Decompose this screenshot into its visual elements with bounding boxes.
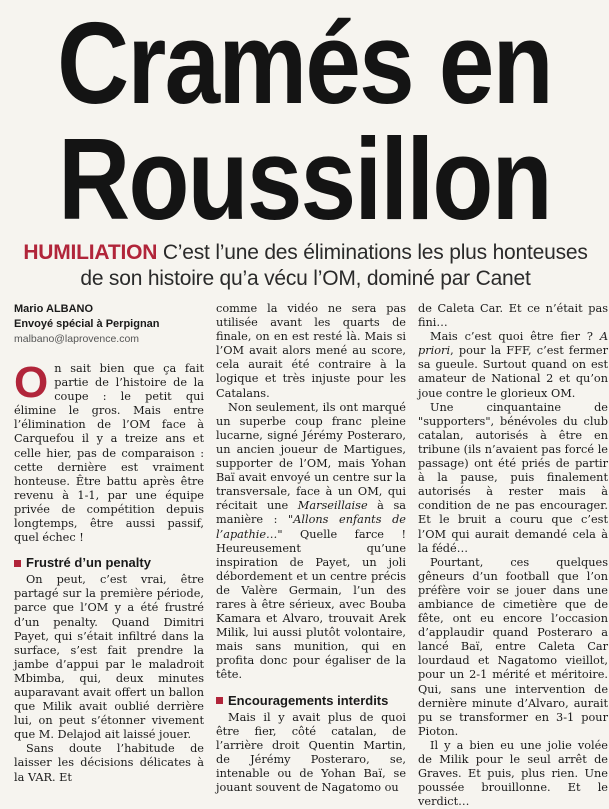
col2-paragraph-1: comme la vidéo ne sera pas utilisée avant les quarts de finale, on en est resté là. Mais si l’OM avait alors mené au score, cela aurait été contraire à la logique et très injuste pour les Catalans. bbox=[216, 302, 406, 400]
headline-line-1: Cramés en bbox=[57, 0, 552, 128]
col2-paragraph-2-italic: Marseillaise bbox=[297, 499, 368, 513]
col3-paragraph-2b: , pour la FFF, c’est fermer sa gueule. Surtout quand on est amateur de National 2 et qu’on joue contre le glorieux OM. bbox=[418, 344, 608, 400]
col1-paragraph-3: Sans doute l’habitude de laisser les décisions délicates à la VAR. Et bbox=[14, 742, 204, 784]
byline bbox=[14, 302, 214, 347]
col3-paragraph-2a: Mais c’est quoi être fier ? bbox=[430, 330, 600, 344]
byline-author bbox=[14, 302, 214, 317]
byline-author-first: Mario bbox=[14, 303, 46, 315]
subhead-encouragements bbox=[216, 693, 406, 709]
col3-paragraph-2 bbox=[418, 330, 608, 400]
col2-paragraph-2a: Non seulement, ils ont marqué un superbe coup franc pleine lucarne, signé Jérémy Posteraro, un ancien joueur de Martigues, supporter de l’OM, mais Yohan Baï avait envoyé un centre sur la transversale, face à un OM, qui récitait une bbox=[216, 400, 406, 513]
col3-paragraph-1: de Caleta Car. Et ce n’était pas fini… bbox=[418, 302, 608, 330]
col2-paragraph-2 bbox=[216, 401, 406, 683]
col2-paragraph-2b: à sa manière : " bbox=[216, 499, 406, 527]
col2-paragraph-3: Mais il y avait plus de quoi être fier, côté catalan, de l’arrière droit Quentin Martin, de Jérémy Posteraro, se, intenable ou de Yohan Baï, se jouant souvent de Nagatomo ou bbox=[216, 710, 406, 794]
headline-line-2: Roussillon bbox=[58, 114, 551, 244]
col3-paragraph-3: Une cinquantaine de "supporters", bénévoles du club catalan, autorisés à être en tribune (ils n’avaient pas forcé le passage) ont été priés de partir à la pause, puis finalement autorisés à rester mais à condition de ne pas encourager. Et le bruit a couru que c’est l’OM qui aurait demandé cela à la fédé… bbox=[418, 400, 608, 555]
col1-paragraph-1-text: n sait bien que ça fait partie de l’histoire de la coupe : le petit qui élimine le gros. Mais entre l’élimination de l’OM face à Carquefou il y a treize ans et celle hier, pas de comparaison : cette dernière est vraiment honteuse. Être battu après être revenu à 1-1, par une équipe privée de compétition depuis longtemps, être aussi passif, quel échec ! bbox=[14, 362, 204, 545]
column-2 bbox=[216, 302, 406, 795]
subhead-frustre-text: Frustré d’un penalty bbox=[26, 555, 151, 571]
drop-cap: O bbox=[14, 358, 49, 407]
col3-paragraph-2-italic: A priori bbox=[418, 330, 608, 358]
subhead-frustre bbox=[14, 555, 204, 571]
column-1 bbox=[14, 358, 204, 785]
deck-kicker: HUMILIATION bbox=[23, 241, 158, 264]
subhead-square-icon bbox=[216, 697, 223, 704]
col3-paragraph-5: Il y a bien eu une jolie volée de Milik pour le seul arrêt de Graves. Et puis, plus rien. Une poussée brouillonne. Et le verdict… bbox=[418, 738, 608, 809]
column-3 bbox=[418, 302, 608, 809]
byline-author-last: ALBANO bbox=[46, 303, 94, 315]
deck-text: C’est l’une des éliminations les plus honteuses de son histoire qu’a vécu l’OM, dominé par Canet bbox=[80, 241, 588, 290]
byline-role: Envoyé spécial à Perpignan bbox=[14, 318, 160, 330]
col1-paragraph-2: On peut, c’est vrai, être partagé sur la première période, parce que l’OM y a été frustré d’un penalty. Quand Dimitri Payet, qui s’était infiltré dans la surface, s’est fait prendre la jambe d’appui par le maladroit Mbimba, qui, deux minutes auparavant avait offert un ballon que Milik avait oublié derrière lui, on peut s’étonner vivement que M. Delajod ait laissé jouer. bbox=[14, 573, 204, 742]
col3-paragraph-4: Pourtant, ces quelques gêneurs d’un football que l’on préfère voir se jouer dans une ambiance de cimetière que de fête, ont eu encore l’occasion d’applaudir quand Posteraro a lancé Baï, entre Caleta Car lourdaud et Nagatomo vieillot, pour un 2-1 mérité et méritoire. Qui, sans une intervention de dernière minute d’Alvaro, aurait pu se transformer en 3-1 pour Pioton. bbox=[418, 555, 608, 738]
byline-email[interactable]: malbano@laprovence.com bbox=[14, 333, 140, 345]
deck bbox=[18, 240, 593, 292]
subhead-square-icon bbox=[14, 560, 21, 567]
col1-paragraph-1 bbox=[14, 358, 204, 545]
subhead-encouragements-text: Encouragements interdits bbox=[228, 692, 389, 708]
col2-paragraph-2-italic2: Allons enfants de l’apathie… bbox=[216, 513, 406, 541]
col2-paragraph-2c: " Quelle farce ! Heureusement qu’une inspiration de Payet, un joli débordement et un centre précis de Valère Germain, l’un des rares à être sérieux, avec Bouba Kamara et Alvaro, trouvait Arek Milik, lui aussi plutôt volontaire, mais sans munition, qui en profita donc pour égaliser de la tête. bbox=[216, 527, 406, 682]
